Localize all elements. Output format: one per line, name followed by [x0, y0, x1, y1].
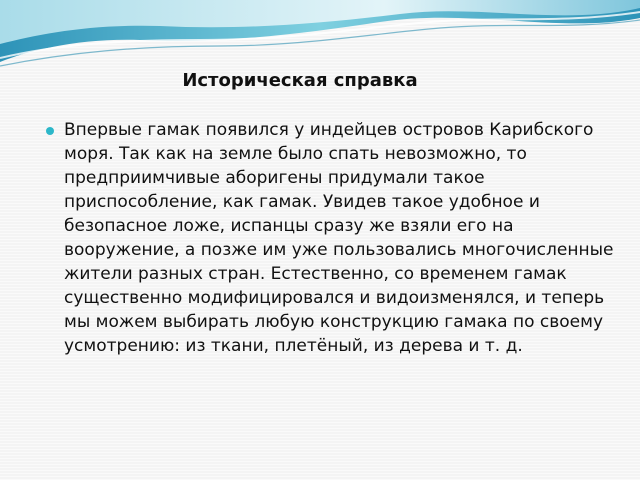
wave-decoration	[0, 0, 640, 80]
bullet-text: Впервые гамак появился у индейцев островов Карибского моря. Так как на земле было спать невозможно, то предприимчивые аборигены придумали такое приспособление, как гамак. Увидев такое удобное и безопасное ложе, испанцы сразу же взяли его на вооружение, а позже им уже пользовались многочисленные жители разных стран. Естественно, со временем гамак существенно модифицировался и видоизменялся, и теперь мы можем выбирать любую конструкцию гамака по своему усмотрению: из ткани, плетёный, из дерева и т. д.	[64, 120, 614, 356]
slide-content	[46, 118, 616, 358]
bullet-item	[46, 118, 616, 358]
slide-title: Историческая справка	[182, 70, 418, 91]
bullet-dot-icon	[46, 127, 54, 135]
